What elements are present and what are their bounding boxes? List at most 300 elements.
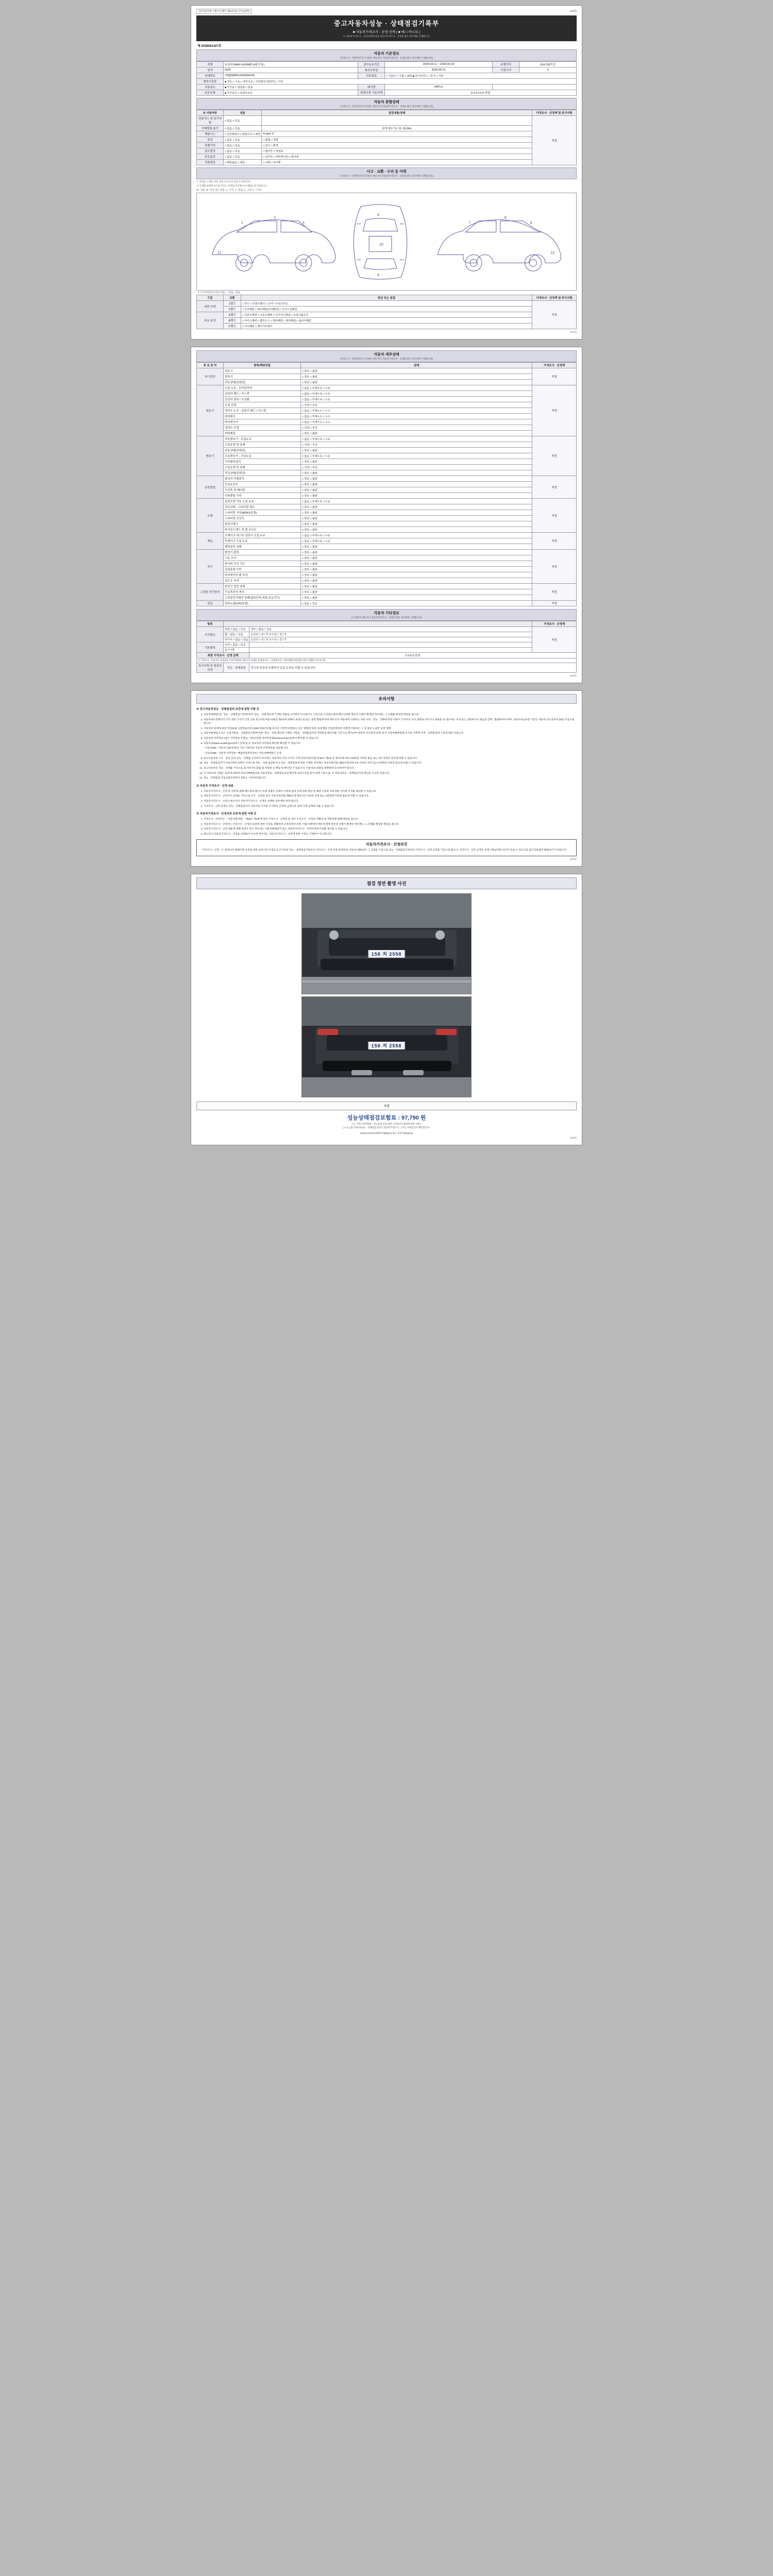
svg-text:11: 11 bbox=[217, 251, 222, 255]
section-overall-sub: (가격조사 · 산정액 및 특기사항은 매도자가 자동차가격조사 · 산정을 받은 경우에만 기재합니다) bbox=[340, 105, 433, 108]
vehicle-damage-diagram[interactable] bbox=[196, 193, 577, 291]
detail-signature-6: 적정 bbox=[532, 550, 577, 584]
table-row bbox=[197, 527, 577, 533]
detail-group-0: 자기진단 bbox=[197, 368, 224, 385]
table-row bbox=[197, 148, 577, 154]
detail-state-7-1[interactable]: □ 양호 □ 불량 bbox=[301, 589, 532, 595]
vehicle-front-photo-1[interactable] bbox=[301, 893, 472, 994]
detail-group-4: 조향 bbox=[197, 499, 224, 533]
table-row bbox=[197, 544, 577, 550]
others-total-value: 0 0 0 0 만원 bbox=[249, 653, 577, 658]
notice-list-1 bbox=[196, 713, 577, 781]
special-label: 특기사항 및 점검자의견 bbox=[197, 663, 224, 673]
list-item: 9. 중고자동차의 구조 · 장치 등의 성능 · 상태를 고지하지 아니하는 자동차의 인정 고지가 기재 (자동차관리법 제 80조 제6호 및 제7호에 따라 100만원 이하의 벌금 또는 2년 이하의 징역에 처할 수 있습니다. bbox=[204, 757, 577, 760]
table-row bbox=[197, 595, 577, 601]
detail-signature-1: 적정 bbox=[532, 385, 577, 436]
detail-item-0-1: 변속기 bbox=[224, 374, 301, 380]
accident-row-4-parts[interactable]: □ 리어패널 □ 패키지트레이 bbox=[241, 324, 532, 329]
section-accident bbox=[196, 167, 577, 179]
detail-item-1-5: 워터펌프 bbox=[224, 414, 301, 419]
title-subtitle: ■ 자동차가격조사 · 산정 선택 ( ■ 예 □ 아니오 ) bbox=[352, 30, 421, 34]
table-row bbox=[197, 658, 577, 663]
overall-col-2: 점검내용/상태 bbox=[262, 110, 532, 116]
table-row bbox=[197, 637, 577, 642]
license-plate-2: 158 저 2558 bbox=[368, 1041, 406, 1050]
detail-table bbox=[196, 362, 577, 606]
value-blank-1 bbox=[493, 84, 577, 90]
table-row bbox=[197, 632, 577, 637]
detail-state-1-3[interactable]: □ 적정 □ 부족 bbox=[301, 402, 532, 408]
table-row bbox=[197, 589, 577, 595]
detail-state-1-4[interactable]: □ 없음 □ 미세누수 □ 누수 bbox=[301, 408, 532, 414]
table-header-row bbox=[197, 363, 577, 368]
overall-row-4-check[interactable]: □ 없음 □ 있음 bbox=[224, 143, 262, 148]
list-item: - 자동차365 : 자동차 이력정보 / 배출허용관리정보 / 자동차매매광고 공개 bbox=[204, 752, 281, 755]
detail-state-1-6[interactable]: □ 없음 □ 미세누수 □ 누수 bbox=[301, 419, 532, 425]
detail-state-3-2[interactable]: □ 양호 □ 불량 bbox=[301, 487, 532, 493]
others-col-1 bbox=[224, 621, 532, 627]
value-transfer: 0 bbox=[519, 67, 577, 73]
table-row bbox=[197, 538, 577, 544]
table-row bbox=[197, 555, 577, 561]
overall-row-3-etc[interactable]: □ 불법 □ 적법 bbox=[262, 137, 532, 143]
table-row bbox=[197, 137, 577, 143]
overall-row-4-etc[interactable]: □ 침수 □ 화재 bbox=[262, 143, 532, 148]
list-item: 13. 성능 · 상태점검 국토교통부장관이 정하는 기준에 따릅니다. bbox=[204, 776, 577, 780]
table-row bbox=[197, 465, 577, 470]
table-row bbox=[197, 368, 577, 374]
detail-item-8-0: 연료누출(LPG포함) bbox=[224, 601, 301, 606]
detail-state-2-0[interactable]: □ 없음 □ 미세누유 □ 누유 bbox=[301, 436, 532, 442]
detail-state-1-8[interactable]: □ 양호 □ 불량 bbox=[301, 431, 532, 436]
overall-row-5-etc[interactable]: □ 렌터카 □ 영업용 bbox=[262, 148, 532, 154]
value-fuel-checks[interactable]: □ 가솔린 □ 디젤 □ LPG ■ 하이브리드 □ 전기 □ 기타 bbox=[385, 73, 577, 79]
overall-signature: 적정 bbox=[532, 116, 577, 165]
overall-row-2-name: 배출가스 bbox=[197, 131, 224, 137]
list-item: 3. 자동차가격조사 · 산정 내용에 대해 이의가 있는 경우에는 자동차매매업자 또는 자동차가격조사 · 산정자에게 이의를 제기할 수 있습니다. bbox=[204, 827, 577, 831]
detail-item-2-1: 오일유량 및 상태 bbox=[224, 442, 301, 448]
detail-state-2-4[interactable]: □ 양호 □ 불량 bbox=[301, 459, 532, 465]
detail-item-4-4: 파워크랭크 bbox=[224, 521, 301, 527]
list-item: 6. 자동차의(www.car365.go.kr)에서 실제 및 등 정보자의 이력정보 확인할 확인할 수 있습니다. bbox=[204, 742, 577, 745]
detail-state-1-5[interactable]: □ 없음 □ 미세누수 □ 누수 bbox=[301, 414, 532, 419]
detail-col-3: 가격조사 · 산정액 bbox=[532, 363, 577, 368]
accident-history-flag[interactable]: ※ 사고이력 (표시사항 포함) : □ 있음 □ 없음 bbox=[197, 291, 240, 294]
detail-item-2-3: 수동변속기 - 오일누유 bbox=[224, 453, 301, 459]
list-item: 2. 자동차양도증명서가 거짓 정보 고지가 인정 금융 중고자동차를 내용을 제3자에 의해서 보장으로 있는 설정 방법에 따라 매수인이 자동차에 이용하는 보증 사항 : 성능 · 상태에 관한 사항이 소비자의 수리 설명과 다르거나 내용을 한 경우에는 수리 또는 교환하거나 대금을 감액 · 환불하여야 하며, 자동차성능보증 기간은 자동차 인도일부터 30일 이상으로 합니다. bbox=[204, 718, 577, 725]
detail-state-0-0[interactable]: □ 양호 □ 불량 bbox=[301, 368, 532, 374]
overall-row-0-name: 전용가스 및 특기사항 bbox=[197, 116, 224, 126]
others-row-0-a[interactable]: 외관 □ 없음 □ 있음 bbox=[224, 627, 249, 632]
overall-row-1-etc[interactable]: 현재 데모기도 15, 15,09m bbox=[262, 126, 532, 131]
others-row-4-a[interactable]: 보시시항 bbox=[224, 648, 249, 653]
form-legal-ref: 자동차관리법 시행규칙 [별지 제82호의2 서식] (앞쪽) bbox=[196, 9, 251, 14]
value-year: 2025 bbox=[224, 67, 358, 73]
section-detail-sub: (가격조사 · 산정액 및 특기사항은 매도자가 자동차가격조사 · 산정을 받은 경우에만 기재합니다) bbox=[340, 358, 433, 360]
detail-state-7-2[interactable]: □ 양호 □ 불량 bbox=[301, 595, 532, 601]
others-row-3-a[interactable]: 유리 □ 없음 □ 있음 bbox=[224, 642, 249, 648]
vehicle-rear-photo-2[interactable] bbox=[301, 996, 472, 1097]
inspection-fee-label: 성능상태점검보험료 : bbox=[347, 1115, 400, 1122]
overall-row-3-name: 튜닝 bbox=[197, 137, 224, 143]
table-row bbox=[197, 504, 577, 510]
value-usage-checks[interactable]: ■ 자가용 □ 영업용 □ 관용 bbox=[224, 84, 358, 90]
detail-signature-4: 적정 bbox=[532, 499, 577, 533]
notice-section-1-title: ※ 중고자동차성능 · 상태점검의 보증에 관한 사항 등 bbox=[196, 708, 259, 711]
others-total-note: ※ 가격조사 · 산정자의 실제점검 가격기준액을 바탕으로 산정한 금액입니다. □ 실매매기준 □ 최저매매가격(차량기준) / 차량별 자동차가격 bbox=[197, 658, 577, 663]
value-vin: JTMZWRFVX0D004742 bbox=[224, 73, 358, 79]
document-title-band bbox=[196, 15, 577, 41]
detail-state-2-1[interactable]: □ 적정 □ 부족 bbox=[301, 442, 532, 448]
svg-text:12: 12 bbox=[550, 251, 554, 255]
svg-text:7: 7 bbox=[468, 221, 470, 225]
detail-item-1-6: 라디에이터 bbox=[224, 419, 301, 425]
label-inspection-valid: 검사유효기간 bbox=[358, 62, 385, 67]
table-row bbox=[197, 572, 577, 578]
page-footer-3: (3/4면) bbox=[570, 858, 577, 861]
detail-item-6-4: 라디에이터 팬 모터 bbox=[224, 572, 301, 578]
special-value[interactable]: 중고차 특성상 부품먼지 유료 오차로 인할 수 있습니다. bbox=[249, 663, 577, 673]
table-row bbox=[197, 516, 577, 521]
sheet-4 bbox=[191, 874, 582, 1145]
table-row bbox=[197, 601, 577, 606]
list-item: 4. 매도자가 자동차가격조사 · 산정을 선택하지 아니한 경우에는 자동차가격조사 · 산정에 관한 사항은 기재하지 아니합니다. bbox=[204, 833, 577, 836]
photo-list bbox=[196, 889, 577, 1101]
page-footer-1: (1/4면) bbox=[570, 331, 577, 333]
others-total-label: 최종 가격조사 · 산정 금액 bbox=[197, 653, 249, 658]
table-row bbox=[197, 521, 577, 527]
table-row bbox=[197, 453, 577, 459]
table-row bbox=[197, 442, 577, 448]
detail-item-6-5: 윈도우 모터 bbox=[224, 578, 301, 584]
detail-signature-0: 적정 bbox=[532, 368, 577, 385]
table-row bbox=[197, 578, 577, 584]
table-row bbox=[197, 385, 577, 391]
section-overall-title: 자동차 종합상태 bbox=[374, 100, 399, 104]
detail-signature-5: 적정 bbox=[532, 533, 577, 550]
table-row bbox=[197, 62, 577, 67]
table-row bbox=[197, 324, 577, 329]
overall-row-7-etc[interactable]: □ 이행 □ 미이행 bbox=[262, 160, 532, 165]
sheet-1-topline bbox=[196, 9, 577, 14]
notice-title: 유의사항 bbox=[196, 694, 577, 704]
detail-state-4-2[interactable]: □ 양호 □ 불량 bbox=[301, 510, 532, 516]
table-row bbox=[197, 499, 577, 504]
detail-state-1-1[interactable]: □ 없음 □ 미세누유 □ 누유 bbox=[301, 391, 532, 397]
document-number-label: 제 bbox=[197, 45, 200, 48]
overall-row-7-check[interactable]: □ 해당없음 □ 해당 bbox=[224, 160, 262, 165]
detail-col-1: 항목/해당부품 bbox=[224, 363, 301, 368]
others-signature: 적정 bbox=[532, 627, 577, 653]
list-item: 12. 이 자동차의 상태는 보증에 대하여 자동차매매업자와 자동차성능 · 상태점검자의 확인에 보증기간을 받아 설명 기준으로, 이 자동차성능 · 상태점검자의 판단을 고지한 것입니다. bbox=[204, 772, 577, 775]
section-others bbox=[196, 609, 577, 621]
detail-item-1-0: 오일 누유 - 로커암커버 bbox=[224, 385, 301, 391]
label-first-reg: 최초등록일 bbox=[358, 67, 385, 73]
others-row-3-label: 기본품목 bbox=[197, 642, 224, 653]
accident-group-frame: 주요 골격 bbox=[197, 312, 224, 329]
label-transmission: 변속기종류 bbox=[197, 79, 224, 84]
others-row-1-a[interactable]: 휠 □ 없음 □ 있음 bbox=[224, 632, 249, 637]
value-transmission-checks[interactable]: ■ 자동 □ 수동 □ 세미오토 □ 무단변속기(CVT) □ 기타 bbox=[224, 79, 577, 84]
page-footer-4: (4/4면) bbox=[570, 1137, 577, 1140]
table-row bbox=[197, 307, 577, 312]
accident-row-0-parts[interactable]: □ 후드 □ 프론트휀더 □ 도어 □ 트렁크리드 bbox=[241, 301, 532, 307]
notice-list-2 bbox=[196, 790, 577, 808]
table-row bbox=[197, 476, 577, 482]
photo-1-svg bbox=[302, 894, 472, 994]
overall-row-1-name: 자체방출 용기 bbox=[197, 126, 224, 131]
overall-row-2-etc[interactable]: % ppm % bbox=[262, 131, 532, 137]
detail-state-3-1[interactable]: □ 양호 □ 불량 bbox=[301, 482, 532, 487]
detail-state-3-0[interactable]: □ 양호 □ 불량 bbox=[301, 476, 532, 482]
list-item: 1. 자동차가격조사 · 산정 한 사항에 대해 매도자와 매수인 등의 내용이 금액이 사실과 달라 등에 따라 판단 및 해당 사실을 자동차를 가격에 조사를 제공할 수 있습니다. bbox=[204, 790, 577, 793]
detail-state-5-2[interactable]: □ 양호 □ 불량 bbox=[301, 544, 532, 550]
overall-col-0: ※ 사용여부 bbox=[197, 110, 224, 116]
overall-row-0-etc[interactable] bbox=[262, 116, 532, 126]
label-base-price: 차량가격 기준가액 bbox=[358, 90, 385, 96]
detail-item-6-2: 와이퍼 모터 기능 bbox=[224, 561, 301, 567]
overall-row-6-check[interactable]: □ 없음 □ 있음 bbox=[224, 154, 262, 160]
svg-text:6: 6 bbox=[377, 274, 379, 278]
price-opinion-body: 「가격조사 · 산정」은 실제가격 매매가액 산정을 위한 보증기간 이내의 교고가격의 성능 · 상태점검기록부의 가격조사 · 산정 부분 반영하여, 자동차 매매업자 그 금액을 기준으로 성능 · 상태점검기록부의 가격조사 · 산정 금액을 기준으로 합니다. 가격조사 · 산정 금액은 실제 거래금액과 차이가 있을 수 있으므로 참고자료로만 활용하시기 바랍니다. bbox=[200, 849, 567, 852]
detail-item-0-0: 원동기 bbox=[224, 368, 301, 374]
document-number-row bbox=[197, 43, 577, 48]
overall-row-1-check[interactable]: □ 없음 □ 있음 bbox=[224, 126, 262, 131]
table-row bbox=[197, 533, 577, 538]
detail-signature-3: 적정 bbox=[532, 476, 577, 499]
table-row bbox=[197, 510, 577, 516]
accident-legend-3: (X : 교환, W : 판금 또는 용접, C : 부식, A : 흠집, U : 요철, T : 손상) bbox=[196, 189, 262, 191]
document-number-value: 0226001327호 bbox=[201, 45, 222, 48]
detail-state-6-5[interactable]: □ 양호 □ 불량 bbox=[301, 578, 532, 584]
others-row-3-b[interactable] bbox=[249, 642, 532, 648]
detail-state-6-3[interactable]: □ 양호 □ 불량 bbox=[301, 567, 532, 572]
detail-state-2-5[interactable]: □ 적정 □ 부족 bbox=[301, 465, 532, 470]
overall-row-3-check[interactable]: □ 없음 □ 있음 bbox=[224, 137, 262, 143]
table-row bbox=[197, 431, 577, 436]
table-row bbox=[197, 663, 577, 673]
table-row bbox=[197, 380, 577, 385]
label-usage: 사용용도 bbox=[197, 84, 224, 90]
label-transfer: 이전수리 bbox=[493, 67, 519, 73]
others-row-2-a[interactable]: 타이어 □ 없음 □ 있음 bbox=[224, 637, 249, 642]
accident-rank-1: 1랭크 bbox=[224, 301, 241, 307]
list-item: 2. 자동차가격조사 · 산정자가 금액을 거짓으로 조사 · 산정한 경우 자동차관리법 제80조에 따라 2년 이하의 징역 또는 2천만원 이하의 벌금에 처할 수 있습니다. bbox=[204, 794, 577, 798]
accident-rank-c: C랭크 bbox=[224, 324, 241, 329]
overall-row-0-check[interactable]: □ 없음 □ 있음 bbox=[224, 116, 262, 126]
detail-state-2-6[interactable]: □ 양호 □ 불량 bbox=[301, 470, 532, 476]
table-row bbox=[197, 160, 577, 165]
detail-item-1-8: 커먼레일 bbox=[224, 431, 301, 436]
overall-table bbox=[196, 110, 577, 165]
detail-state-6-4[interactable]: □ 양호 □ 불량 bbox=[301, 572, 532, 578]
others-row-4-b[interactable] bbox=[249, 648, 532, 653]
table-header-row bbox=[197, 295, 577, 301]
detail-item-2-0: 자동변속기 - 오일누유 bbox=[224, 436, 301, 442]
value-warranty-checks[interactable]: ■ 자가보증 □ 보험사보증 bbox=[224, 90, 358, 96]
table-row bbox=[197, 143, 577, 148]
section-basic-title: 자동차 기본정보 bbox=[374, 52, 399, 56]
detail-state-4-4[interactable]: □ 양호 □ 불량 bbox=[301, 521, 532, 527]
detail-item-3-0: 클러치 어셈블리 bbox=[224, 476, 301, 482]
others-row-2-b[interactable]: 운전석 □ 전 / 후 조수석 □ 전 / 후 bbox=[249, 637, 532, 642]
table-row bbox=[197, 561, 577, 567]
table-row bbox=[197, 648, 577, 653]
detail-item-2-4: 기어변속장치 bbox=[224, 459, 301, 465]
detail-state-8-0[interactable]: □ 없음 □ 있음 bbox=[301, 601, 532, 606]
table-row bbox=[197, 312, 577, 318]
table-row bbox=[197, 131, 577, 137]
svg-text:2: 2 bbox=[274, 216, 276, 220]
detail-item-1-4: 냉각수 누수 - 실린더 헤드 / 가스켓 bbox=[224, 408, 301, 414]
detail-item-1-7: 냉각수 수량 bbox=[224, 425, 301, 431]
detail-state-1-2[interactable]: □ 없음 □ 미세누유 □ 누유 bbox=[301, 397, 532, 402]
detail-state-2-2[interactable]: □ 양호 □ 불량 bbox=[301, 448, 532, 453]
detail-state-6-2[interactable]: □ 양호 □ 불량 bbox=[301, 561, 532, 567]
table-row bbox=[197, 73, 577, 79]
accident-col-2: 판금 또는 용접 bbox=[241, 295, 532, 301]
table-row bbox=[197, 126, 577, 131]
detail-state-4-1[interactable]: □ 양호 □ 불량 bbox=[301, 504, 532, 510]
section-others-sub: (※ 항목은 매도자가 자동차가격조사 · 산정을 받은 경우에만 기재합니다) bbox=[351, 616, 422, 619]
detail-item-1-3: 오일 유량 bbox=[224, 402, 301, 408]
accident-rank-2: 2랭크 bbox=[224, 307, 241, 312]
detail-item-2-5: 오일유량 및 상태 bbox=[224, 465, 301, 470]
list-item: 1. 가격조사 · 산정자는 「자동차관리법」 제58조 제3항에 따라 가격조사 · 산정을 한 경우 가격조사 · 산정의 정확성 및 객관성에 대해 책임을 집니다. bbox=[204, 818, 577, 821]
accident-legend-2: ※ 부위별 상태에 표기된 부호는 아래의 부호별 표시내용을 참고하십시오. bbox=[196, 184, 268, 187]
detail-group-5: 제동 bbox=[197, 533, 224, 550]
detail-group-1: 원동기 bbox=[197, 385, 224, 436]
detail-state-5-1[interactable]: □ 없음 □ 미세누유 □ 누유 bbox=[301, 538, 532, 544]
photo-footnote-2: [ ※ 1 ] 중고자동차성능 · 상태점검 결과 ( 자동차가격조사 · 산정 ) 사항입니다 확인합니다. bbox=[343, 1126, 430, 1129]
detail-state-0-1[interactable]: □ 양호 □ 불량 bbox=[301, 374, 532, 380]
svg-text:4: 4 bbox=[377, 213, 379, 217]
svg-text:9: 9 bbox=[530, 221, 532, 225]
detail-state-2-3[interactable]: □ 없음 □ 미세누유 □ 누유 bbox=[301, 453, 532, 459]
detail-state-3-3[interactable]: □ 양호 □ 불량 bbox=[301, 493, 532, 499]
inspection-fee bbox=[196, 1110, 577, 1123]
accident-col-0: 구분 bbox=[197, 295, 224, 301]
table-row bbox=[197, 318, 577, 324]
table-header-row bbox=[197, 621, 577, 627]
overall-row-5-check[interactable]: □ 없음 □ 있음 bbox=[224, 148, 262, 154]
others-row-0-b[interactable]: 내부 □ 없음 □ 있음 bbox=[249, 627, 532, 632]
price-opinion-title: 자동차가격조사 · 산정의견 bbox=[365, 843, 408, 847]
detail-item-7-0: 충전구 절연 상태 bbox=[224, 584, 301, 589]
inspection-fee-value: 97,790 원 bbox=[401, 1115, 426, 1122]
detail-item-4-1: 작동상태 - 스티어링 펌프 bbox=[224, 504, 301, 510]
table-row bbox=[197, 482, 577, 487]
accident-rank-a: A랭크 bbox=[224, 312, 241, 318]
sheet-1 bbox=[191, 5, 582, 340]
accident-signature: 적정 bbox=[532, 301, 577, 329]
detail-item-4-2: 스티어링 기어(MDPS포함) bbox=[224, 510, 301, 516]
table-header-row bbox=[197, 110, 577, 116]
others-row-0-label: 수리필요 bbox=[197, 627, 224, 642]
detail-item-6-3: 실내송풍 모터 bbox=[224, 567, 301, 572]
detail-signature-7: 적정 bbox=[532, 584, 577, 601]
table-row bbox=[197, 653, 577, 658]
detail-item-2-2: 작동상태(공회전) bbox=[224, 448, 301, 453]
detail-item-7-1: 구동축전지 격리 bbox=[224, 589, 301, 595]
detail-state-4-0[interactable]: □ 없음 □ 미세누유 □ 누유 bbox=[301, 499, 532, 504]
list-item: 1. 자동차매매업자는 성능 · 상태점검기록부(이하 "성능 · 상태 체크에 기재된 내용을 고지하지 아니하거나 거짓으로 고지함으로써 매수인에게 재산상 손해가 발생한 경우에는 그 손해를 배상할 책임을 집니다. bbox=[204, 713, 577, 717]
detail-group-7: 고전원 전기장치 bbox=[197, 584, 224, 601]
label-vehicle-name: 차명 bbox=[197, 62, 224, 67]
table-row bbox=[197, 627, 577, 632]
label-vin: 차대번호 bbox=[197, 73, 224, 79]
overall-row-6-name: 주요옵션 bbox=[197, 154, 224, 160]
others-col-0: 항목 bbox=[197, 621, 224, 627]
accident-table bbox=[196, 295, 577, 329]
sheet-3 bbox=[191, 690, 582, 867]
label-displacement: 배기량 bbox=[358, 84, 385, 90]
section-basic-info bbox=[196, 49, 577, 61]
detail-state-6-0[interactable]: □ 양호 □ 불량 bbox=[301, 550, 532, 555]
section-others-title: 자동차 기타정보 bbox=[374, 612, 399, 615]
detail-state-5-0[interactable]: □ 없음 □ 미세누유 □ 누유 bbox=[301, 533, 532, 538]
notice-section-2-title: ※ 자동차 가격조사 · 산정 내용 bbox=[196, 784, 233, 788]
list-item: 2. 자동차가격조사 · 산정자는 가격조사 · 산정의 보증에 관한 사항을 정확하게 고지하여야 하며, 이를 위반하여 매수인에게 재산상 손해가 발생한 경우에는 그 손해를 배상할 책임을 집니다. bbox=[204, 823, 577, 826]
section-detail-title: 자동차 세부상태 bbox=[374, 353, 399, 357]
table-row bbox=[197, 116, 577, 126]
table-row bbox=[197, 397, 577, 402]
detail-state-1-7[interactable]: □ 적정 □ 부족 bbox=[301, 425, 532, 431]
signature-row[interactable]: 서명 bbox=[196, 1101, 577, 1110]
detail-state-6-1[interactable]: □ 양호 □ 불량 bbox=[301, 555, 532, 561]
basic-info-table bbox=[196, 61, 577, 96]
list-item: 5. 자동차의 이력정보 (침수 이력정보 포함)는 자동차민원 대국민포털(www.ecar.go.kr)에서 확인할 수 있습니다. bbox=[204, 737, 577, 740]
overall-col-1: 내용 bbox=[224, 110, 262, 116]
table-row bbox=[197, 408, 577, 414]
table-row bbox=[197, 425, 577, 431]
others-table bbox=[196, 621, 577, 673]
label-year: 연식 bbox=[197, 67, 224, 73]
accident-row-2-parts[interactable]: □ 프론트패널 □ 크로스멤버 □ 인사이드패널 □ 트렁크플로어 bbox=[241, 312, 532, 318]
section-basic-sub: (가격조사 · 산정액 및 특기사항은 매도자가 자동차가격조사 · 산정을 받은 경우에만 기재합니다) bbox=[340, 57, 433, 59]
table-row bbox=[197, 154, 577, 160]
accident-row-1-parts[interactable]: □ 루프패널 □ 쿼터패널(리어휀더) □ 사이드실패널 bbox=[241, 307, 532, 312]
detail-signature-8: 적정 bbox=[532, 601, 577, 606]
accident-col-1: 교환 bbox=[224, 295, 241, 301]
others-row-1-b[interactable]: 운전석 □ 전 / 후 조수석 □ 전 / 후 bbox=[249, 632, 532, 637]
accident-rank-b: B랭크 bbox=[224, 318, 241, 324]
detail-item-3-3: 디퍼렌셜 기어 bbox=[224, 493, 301, 499]
value-vehicle-name: 토요타 RAV4 HV(4WD (4륜구동) bbox=[224, 62, 358, 67]
accident-row-3-parts[interactable]: □ 사이드멤버 □ 휠하우스 □ 필러패널 □ 대쉬패널 □ 플로어패널 bbox=[241, 318, 532, 324]
detail-item-3-2: 추진축 및 베어링 bbox=[224, 487, 301, 493]
detail-state-0-2[interactable]: □ 양호 □ 불량 bbox=[301, 380, 532, 385]
detail-state-4-3[interactable]: □ 양호 □ 불량 bbox=[301, 516, 532, 521]
detail-state-1-0[interactable]: □ 없음 □ 미세누유 □ 누유 bbox=[301, 385, 532, 391]
detail-item-6-0: 발전기 출력 bbox=[224, 550, 301, 555]
sheet-2 bbox=[191, 347, 582, 683]
value-base-price: 0 0 0 0 0 0 만원 bbox=[385, 90, 577, 96]
table-row bbox=[197, 470, 577, 476]
overall-row-2-check[interactable]: □ 일산화탄소 □ 탄화수소 □ 매연 bbox=[224, 131, 262, 137]
list-item: 10. 성능 · 상태점검자가 자동차양도증명서 거짓으로 성능 · 상태 점검하거나 성능 · 상태점검에 관한 기재한 경우에는 자동차관리법 제80조에 따라 2년 이하의 징역 또는 2천만원 이하의 벌금에 처할 수 있습니다. bbox=[204, 761, 577, 765]
detail-state-4-5[interactable]: □ 양호 □ 불량 bbox=[301, 527, 532, 533]
photo-footnote-1: [ ※ 가격조사위원회 : 성능점검 보증 관련 / 보증수리 범위에 관한 사항 ] bbox=[351, 1123, 422, 1126]
page-title: 중고자동차성능 · 상태점검기록부 bbox=[333, 20, 440, 27]
section-accident-sub: (가격조사 · 산정액 및 특기사항은 매도자가 자동차가격조사 · 산정을 받은 경우에만 기재합니다) bbox=[340, 175, 433, 177]
overall-row-6-etc[interactable]: □ 선루프 □ 내비게이션 □ 에어백 bbox=[262, 154, 532, 160]
detail-state-7-0[interactable]: □ 양호 □ 불량 bbox=[301, 584, 532, 589]
detail-item-0-2: 작동상태(공회전) bbox=[224, 380, 301, 385]
table-row bbox=[197, 391, 577, 397]
value-mileage: 164,762키로 bbox=[519, 62, 577, 67]
table-row bbox=[197, 374, 577, 380]
